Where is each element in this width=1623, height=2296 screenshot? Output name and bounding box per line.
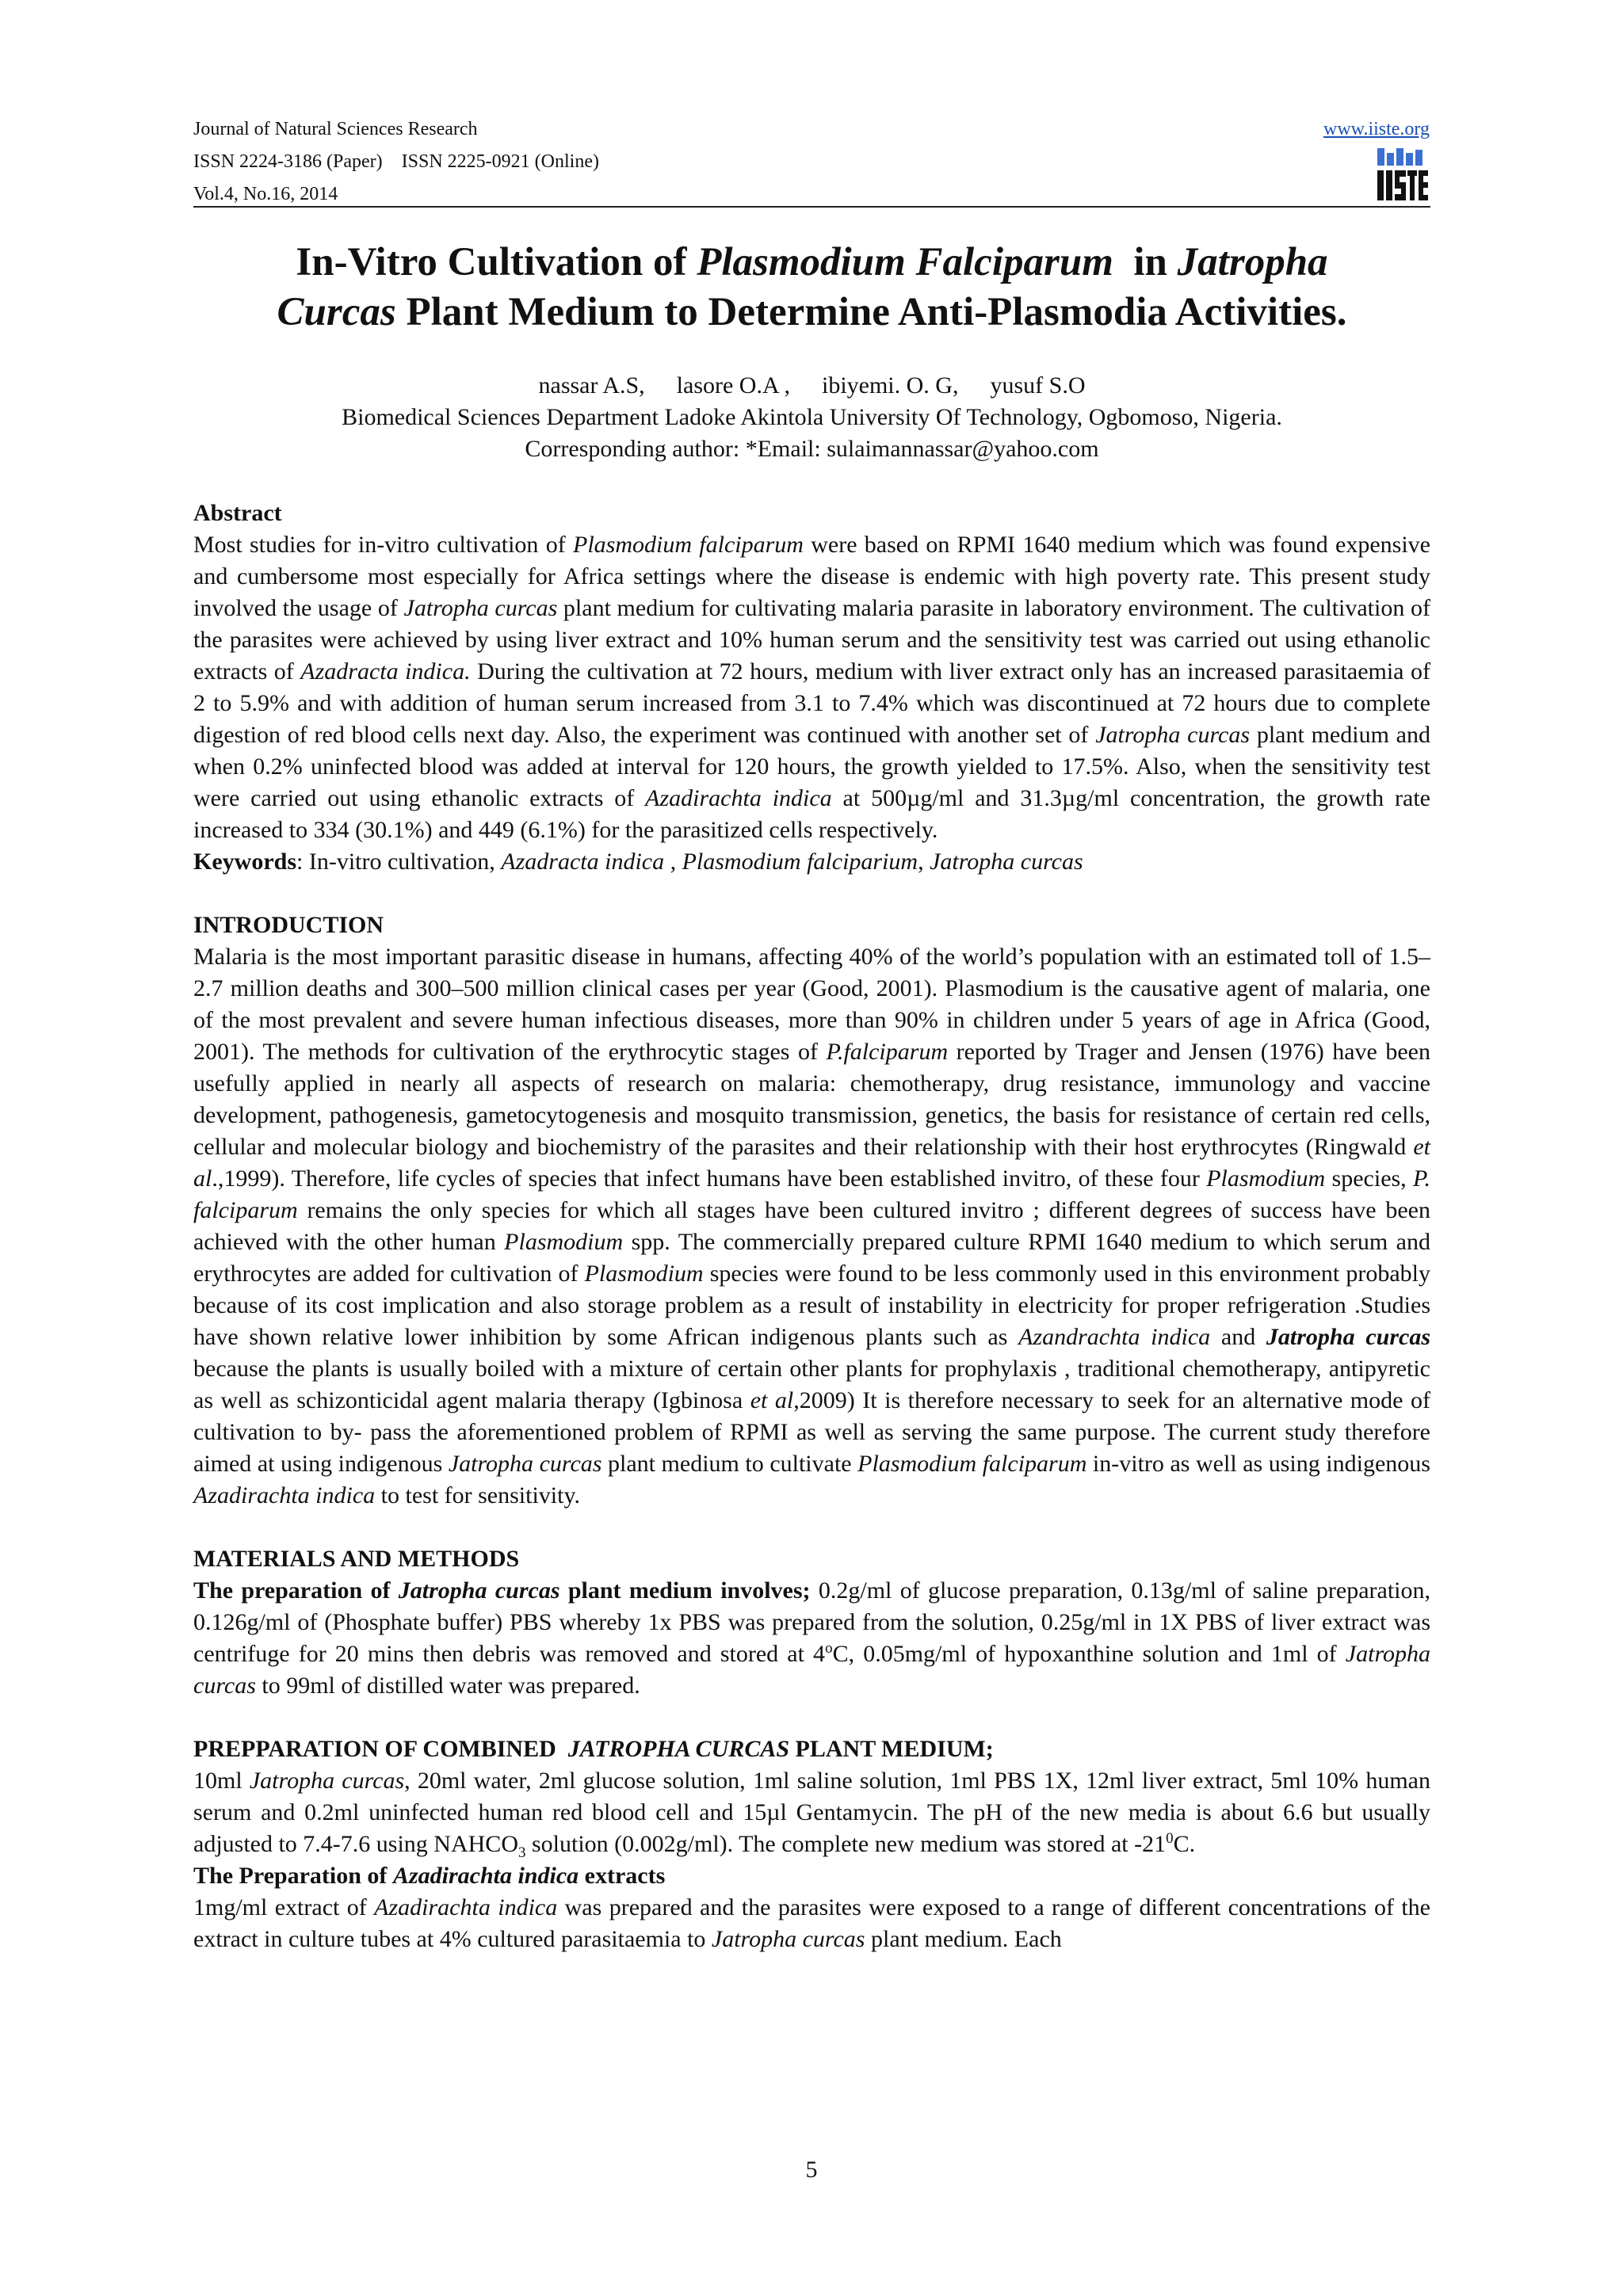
combined-medium-heading: PREPPARATION OF COMBINED JATROPHA CURCAS PLANT MEDIUM; — [193, 1736, 994, 1762]
abstract-text: Most studies for in-vitro cultivation of Plasmodium falciparum were based on RPMI 1640 medium which was found expensive and cumbersome most especially for Africa settings where the disease is endemic with high poverty rate. This present study involved the usage of Jatropha curcas plant medium for cultivating malaria parasite in laboratory environment. The cultivation of the parasites were achieved by using liver extract and 10% human serum and the sensitivity test was carried out using ethanolic extracts of Azadracta indica. During the cultivation at 72 hours, medium with liver extract only has an increased parasitaemia of 2 to 5.9% and with addition of human serum increased from 3.1 to 7.4% which was discontinued at 72 hours due to complete digestion of red blood cells next day. Also, the experiment was continued with another set of Jatropha curcas plant medium and when 0.2% uninfected blood was added at interval for 120 hours, the growth yielded to 17.5%. Also, when the sensitivity test were carried out using ethanolic extracts of Azadirachta indica at 500µg/ml and 31.3µg/ml concentration, the growth rate increased to 334 (30.1%) and 449 (6.1%) for the parasitized cells respectively. — [193, 532, 1430, 843]
abstract-heading: Abstract — [193, 500, 282, 526]
journal-header — [193, 113, 599, 211]
affiliation: Biomedical Sciences Department Ladoke Akintola University Of Technology, Ogbomoso, Nigeria. — [342, 404, 1282, 430]
introduction-heading: INTRODUCTION — [193, 912, 384, 938]
title-part: Jatropha — [1177, 240, 1328, 284]
volume-line: Vol.4, No.16, 2014 — [193, 184, 338, 204]
author-name: lasore O.A , — [676, 372, 790, 399]
issn-line: ISSN 2224-3186 (Paper) ISSN 2225-0921 (Online) — [193, 151, 599, 172]
azadirachta-heading: The Preparation of Azadirachta indica extracts — [193, 1863, 666, 1889]
methods-text: The preparation of Jatropha curcas plant medium involves; 0.2g/ml of glucose preparation, 0.13g/ml of saline preparation, 0.126g/ml of (Phosphate buffer) PBS whereby 1x PBS was prepared from the solution, 0.25g/ml in 1X PBS of liver extract was centrifuge for 20 mins then debris was removed and stored at 4$^o$C, 0.05mg/ml of hypoxanthine solution and 1ml of Jatropha curcas to 99ml of distilled water was prepared. — [193, 1577, 1431, 1699]
title-part: in — [1113, 240, 1178, 284]
page-number: 5 — [805, 2157, 818, 2183]
title-part: Plant Medium to Determine Anti-Plasmodia Activities. — [395, 290, 1347, 334]
author-name: ibiyemi. O. G, — [821, 372, 959, 399]
paper-body — [193, 498, 1430, 1955]
methods-heading: MATERIALS AND METHODS — [193, 1546, 520, 1572]
website-link[interactable]: www.iiste.org — [1323, 119, 1430, 139]
introduction-text: Malaria is the most important parasitic disease in humans, affecting 40% of the world’s population with an estimated toll of 1.5–2.7 million deaths and 300–500 million clinical cases per year (Good, 2001). Plasmodium is the causative agent of malaria, one of the most prevalent and severe human infectious diseases, more than 90% in children under 5 years of age in Africa (Good, 2001). The methods for cultivation of the erythrocytic stages of P.falciparum reported by Trager and Jensen (1976) have been usefully applied in nearly all aspects of research on malaria: chemotherapy, drug resistance, immunology and vaccine development, pathogenesis, gametocytogenesis and mosquito transmission, genetics, the basis for resistance of certain red cells, cellular and molecular biology and biochemistry of the parasites and their relationship with their host erythrocytes (Ringwald et al.,1999). Therefore, life cycles of species that infect humans have been established invitro, of these four Plasmodium species, P. falciparum remains the only species for which all stages have been cultured invitro ; different degrees of success have been achieved with the other human Plasmodium spp. The commercially prepared culture RPMI 1640 medium to which serum and erythrocytes are added for cultivation of Plasmodium species were found to be less commonly used in this environment probably because of its cost implication and also storage problem as a result of instability in electricity for proper refrigeration .Studies have shown relative lower inhibition by some African indigenous plants such as Azandrachta indica and Jatropha curcas because the plants is usually boiled with a mixture of certain other plants for prophylaxis , traditional chemotherapy, antipyretic as well as schizonticidal agent malaria therapy (Igbinosa et al,2009) It is therefore necessary to seek for an alternative mode of cultivation to by- pass the aforementioned problem of RPMI as well as serving the same purpose. The current study therefore aimed at using indigenous Jatropha curcas plant medium to cultivate Plasmodium falciparum in-vitro as well as using indigenous Azadirachta indica to test for sensitivity. — [193, 944, 1431, 1508]
journal-name: Journal of Natural Sciences Research — [193, 119, 478, 139]
azadirachta-text: 1mg/ml extract of Azadirachta indica was prepared and the parasites were exposed to a range of different concentrations of the extract in culture tubes at 4% cultured parasitaemia to Jatropha curcas plant medium. Each — [193, 1894, 1430, 1952]
title-part: Plasmodium Falciparum — [697, 240, 1113, 284]
header-rule — [193, 206, 1430, 208]
author-names — [193, 370, 1430, 402]
paper-title — [193, 238, 1430, 338]
corresponding-author: Corresponding author: *Email: sulaimannassar@yahoo.com — [525, 436, 1099, 462]
author-block — [193, 370, 1430, 465]
combined-medium-text: 10ml Jatropha curcas, 20ml water, 2ml glucose solution, 1ml saline solution, 1ml PBS 1X, 12ml liver extract, 5ml 10% human serum and 0.2ml uninfected human red blood cell and 15µl Gentamycin. The pH of the new media is about 6.6 but usually adjusted to 7.4-7.6 using $NAHCO_3$ solution (0.002g/ml). The complete new medium was stored at $-21^0C$. — [193, 1768, 1430, 1861]
title-part: Curcas — [277, 290, 396, 334]
author-name: yusuf S.O — [990, 372, 1086, 399]
keywords: Keywords: In-vitro cultivation, Azadracta indica , Plasmodium falciparium, Jatropha curcas — [193, 849, 1083, 875]
author-name: nassar A.S, — [538, 372, 645, 399]
iiste-logo — [1376, 147, 1430, 204]
title-part: In-Vitro Cultivation of — [296, 240, 697, 284]
